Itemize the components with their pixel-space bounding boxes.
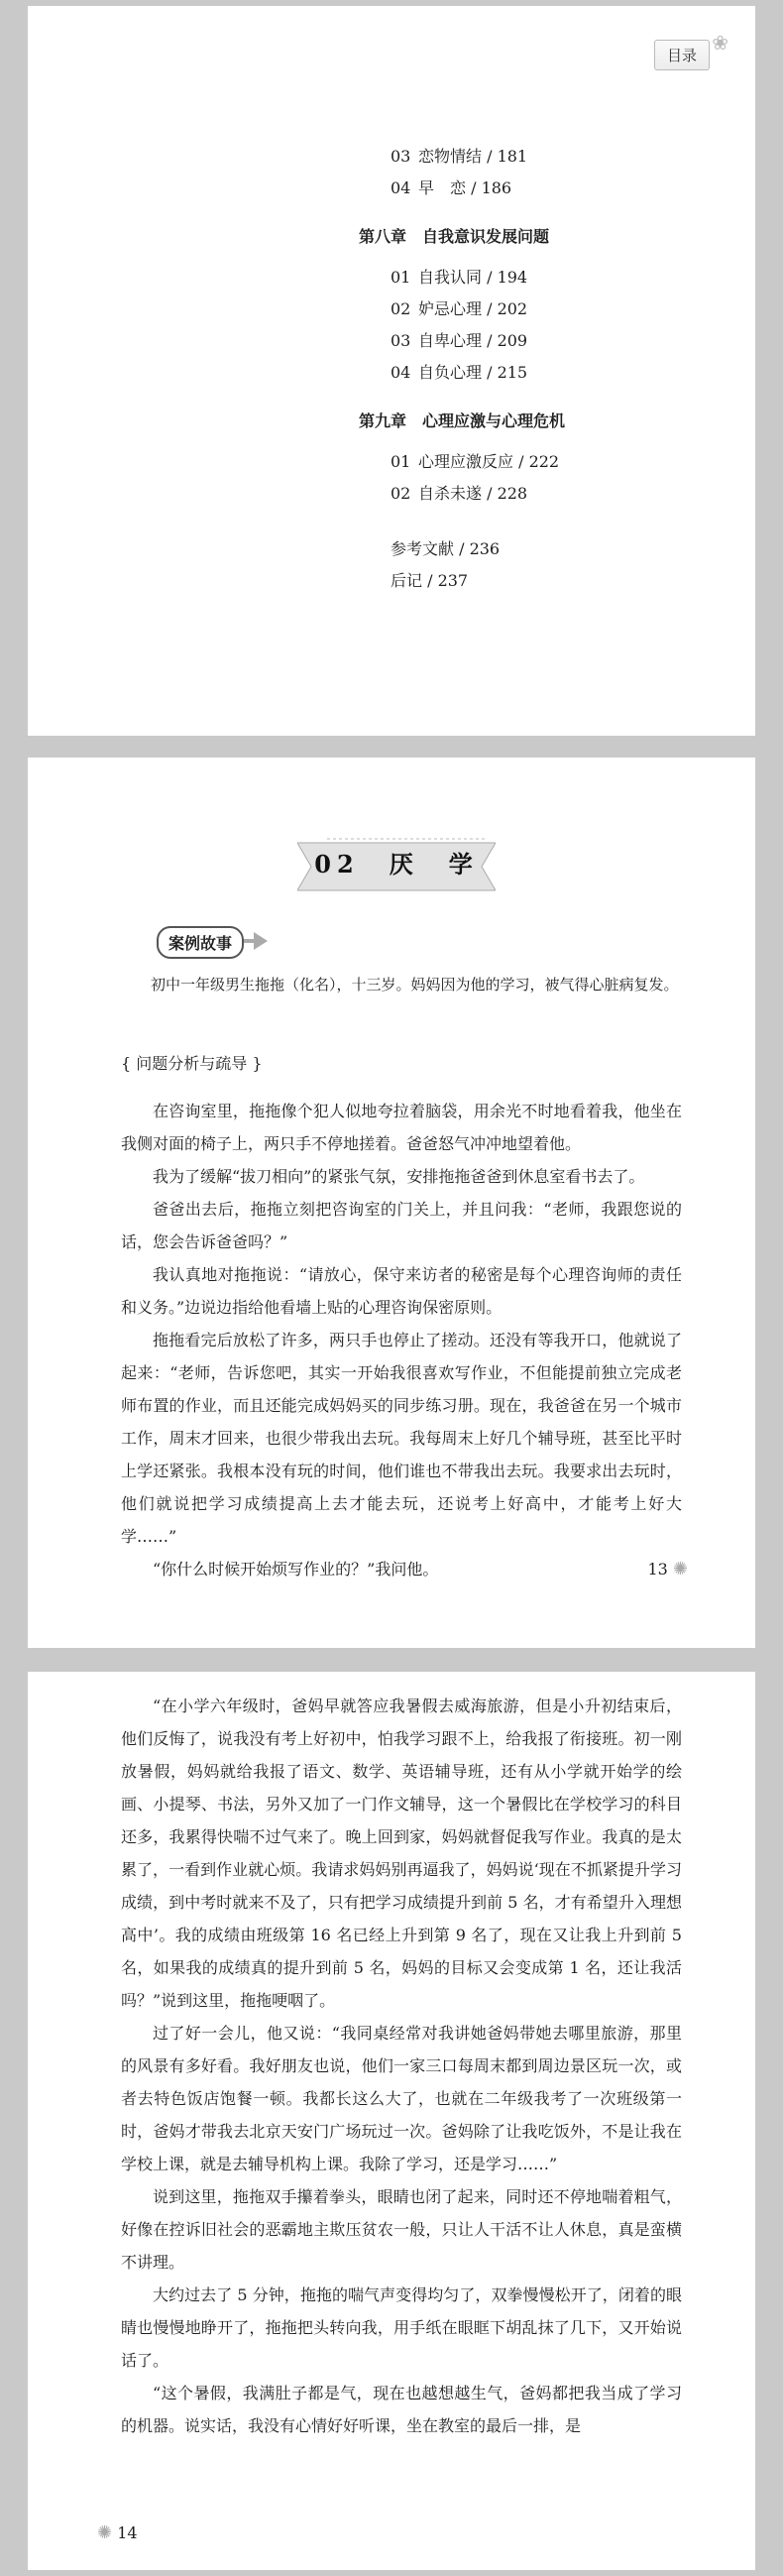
flower-icon: ✺ (97, 2522, 113, 2543)
content-page (28, 1672, 755, 2570)
page-number-text: 13 (647, 1560, 668, 1579)
toc-entry[interactable] (391, 293, 565, 325)
toc-entry-text: 早 恋 / 186 (418, 178, 512, 197)
paragraph: “在小学六年级时，爸妈早就答应我暑假去威海旅游，但是小升初结束后，他们反悔了，说我没有考上好初中，怕我学习跟不上，给我报了衔接班。初一刚放暑假，妈妈就给我报了语文、数学、英语辅导班，还有从小学就开始学的绘画、小提琴、书法，另外又加了一门作文辅导，这一个暑假比在学校学习的科目还多，我累得快喘不过气来了。晚上回到家，妈妈就督促我写作业。我真的是太累了，一看到作业就心烦。我请求妈妈别再逼我了，妈妈说‘现在不抓紧提升学习成绩，到中考时就来不及了，只有把学习成绩提升到前 5 名，才有希望升入理想高中’。我的成绩由班级第 16 名已经上升到第 9 名了，现在又让我上升到前 5 名，如果我的成绩真的提升到前 5 名，妈妈的目标又会变成第 1 名，还让我活吗？”说到这里，拖拖哽咽了。 (121, 1697, 682, 2010)
section-heading: { 问题分析与疏导 } (121, 1054, 263, 1073)
page-number (97, 2522, 138, 2543)
paragraph: “你什么时候开始烦写作业的？”我问他。 (153, 1560, 439, 1579)
toc-entry-afterword[interactable]: 后记 / 237 (391, 571, 469, 590)
toc-entry-number: 01 (391, 268, 411, 287)
toc-entry-text: 自卑心理 / 209 (418, 331, 528, 350)
page-number-text: 14 (117, 2523, 138, 2542)
toc-entry-number: 02 (391, 484, 411, 503)
flower-icon: ✺ (672, 1559, 688, 1580)
page-number (647, 1559, 688, 1580)
paragraph: 在咨询室里，拖拖像个犯人似地夸拉着脑袋，用余光不时地看着我，他坐在我侧对面的椅子上，两只手不停地搓着。爸爸怒气冲冲地望着他。 (121, 1102, 682, 1153)
paragraph: 说到这里，拖拖双手攥着拳头，眼睛也闭了起来，同时还不停地喘着粗气，好像在控诉旧社会的恶霸地主欺压贫农一般，只让人干活不让人休息，真是蛮横不讲理。 (121, 2187, 682, 2272)
case-story-label: 案例故事 (157, 926, 244, 959)
toc-entry-number: 04 (391, 178, 411, 197)
toc-entry-number: 01 (391, 452, 411, 471)
toc-entry[interactable] (391, 446, 565, 478)
chapter-page (28, 758, 755, 1648)
toc-entry-number: 02 (391, 299, 411, 318)
toc-entry[interactable] (391, 141, 565, 173)
toc-chapter-heading[interactable]: 第八章 自我意识发展问题 (359, 227, 550, 246)
toc-tab-label: 目录 ❀ (654, 40, 710, 70)
paragraph: 拖拖看完后放松了许多，两只手也停止了搓动。还没有等我开口，他就说了起来：“老师，告诉您吧，其实一开始我很喜欢写作业，不但能提前独立完成老师布置的作业，而且还能完成妈妈买的同步练习册。现在，我爸爸在另一个城市工作，周末才回来，也很少带我出去玩。我每周末上好几个辅导班，甚至比平时上学还紧张。我根本没有玩的时间，他们谁也不带我出去玩。我要求出去玩时，他们就说把学习成绩提高上去才能去玩，还说考上好高中，才能考上好大学……” (121, 1331, 682, 1546)
paragraph: 我认真地对拖拖说：“请放心，保守来访者的秘密是每个心理咨询师的责任和义务。”边说边指给他看墙上贴的心理咨询保密原则。 (121, 1265, 682, 1317)
paragraph: 过了好一会儿，他又说：“我同桌经常对我讲她爸妈带她去哪里旅游，那里的风景有多好看。我好朋友也说，他们一家三口每周末都到周边景区玩一次，或者去特色饭店饱餐一顿。我都长这么大了，也就在二年级我考了一次班级第一时，爸妈才带我去北京天安门广场玩过一次。爸妈除了让我吃饭外，不是让我在学校上课，就是去辅导机构上课。我除了学习，还是学习……” (121, 2024, 682, 2173)
toc-page (28, 6, 755, 736)
toc-entry-text: 自杀未遂 / 228 (418, 484, 528, 503)
body-text (121, 1690, 682, 2442)
case-paragraph: 初中一年级男生拖拖（化名），十三岁。妈妈因为他的学习，被气得心脏病复发。 (151, 976, 679, 994)
toc-entry-text: 恋物情结 / 181 (418, 147, 528, 166)
toc-entry[interactable] (391, 478, 565, 510)
toc-entry[interactable] (391, 262, 565, 293)
chapter-banner (297, 835, 496, 892)
paragraph: 爸爸出去后，拖拖立刻把咨询室的门关上，并且问我：“老师，我跟您说的话，您会告诉爸爸吗？” (121, 1200, 682, 1251)
toc-entry-text: 心理应激反应 / 222 (418, 452, 560, 471)
paragraph: 大约过去了 5 分钟，拖拖的喘气声变得均匀了，双拳慢慢松开了，闭着的眼睛也慢慢地睁开了，拖拖把头转向我，用手纸在眼眶下胡乱抹了几下，又开始说话了。 (121, 2285, 682, 2370)
chapter-title: 02 厌 学 (314, 850, 479, 878)
table-of-contents (359, 141, 566, 597)
toc-entry-text: 自负心理 / 215 (418, 363, 528, 382)
case-story-text (121, 970, 682, 999)
toc-entry[interactable] (391, 325, 565, 357)
paragraph: “这个暑假，我满肚子都是气，现在也越想越生气，爸妈都把我当成了学习的机器。说实话，我没有心情好好听课，坐在教室的最后一排，是 (121, 2384, 682, 2435)
toc-chapter-heading[interactable]: 第九章 心理应激与心理危机 (359, 411, 566, 430)
toc-entry[interactable] (391, 173, 565, 204)
paragraph: 我为了缓解“拔刀相向”的紧张气氛，安排拖拖爸爸到休息室看书去了。 (153, 1167, 645, 1186)
toc-entry-number: 03 (391, 147, 411, 166)
toc-entry-number: 04 (391, 363, 411, 382)
toc-entry-text: 妒忌心理 / 202 (418, 299, 528, 318)
arrow-right-icon (254, 932, 268, 950)
body-text (121, 1095, 682, 1585)
toc-entry-number: 03 (391, 331, 411, 350)
toc-entry[interactable] (391, 357, 565, 389)
toc-entry-references[interactable]: 参考文献 / 236 (391, 539, 501, 558)
toc-entry-text: 自我认同 / 194 (418, 268, 528, 287)
